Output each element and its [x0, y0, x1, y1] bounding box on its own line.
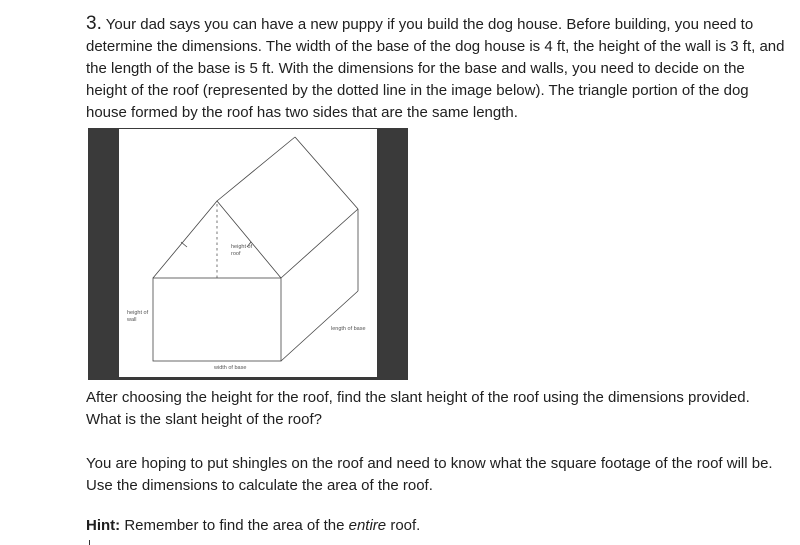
hint-text-after: roof. [386, 517, 421, 534]
question-body: Your dad says you can have a new puppy if you build the dog house. Before building, you need to determine the dimensions. The width of the base of the dog house is 4 ft, the height of the wall is 3 ft, and the length of the base is 5 ft. With the dimensions for the base and walls, you need to decide on the height of the roof (represented by the dotted line in the image below). The triangle portion of the dog house formed by the roof has two sides that are the same length. [86, 16, 785, 121]
slant-height-question: After choosing the height for the roof, find the slant height of the roof using the dimensions provided. What is the slant height of the roof? [86, 389, 750, 428]
roof-back-slope [295, 137, 358, 209]
dog-house-diagram [119, 129, 377, 377]
text-cursor [89, 540, 90, 545]
roof-ridge [217, 137, 295, 201]
roof-area-question: You are hoping to put shingles on the roof and need to know what the square footage of the roof will be. Use the dimensions to calculate the area of the roof. [86, 455, 773, 494]
question-text [86, 13, 786, 124]
width-of-base-label: width of base [214, 365, 247, 371]
question-number: 3. [86, 13, 102, 34]
roof-eave [281, 209, 358, 278]
height-of-wall-label: height of wall [127, 310, 149, 323]
hint-emphasis: entire [348, 517, 387, 534]
front-wall [153, 278, 281, 361]
height-of-roof-label: height of roof [231, 244, 253, 257]
hint-text-before: Remember to find the area of the [120, 517, 349, 534]
dog-house-figure [88, 128, 408, 380]
hint-text [86, 515, 786, 537]
hint-label: Hint: [86, 517, 121, 534]
equal-side-tick-left [181, 242, 187, 247]
length-of-base-label: length of base [331, 326, 366, 332]
